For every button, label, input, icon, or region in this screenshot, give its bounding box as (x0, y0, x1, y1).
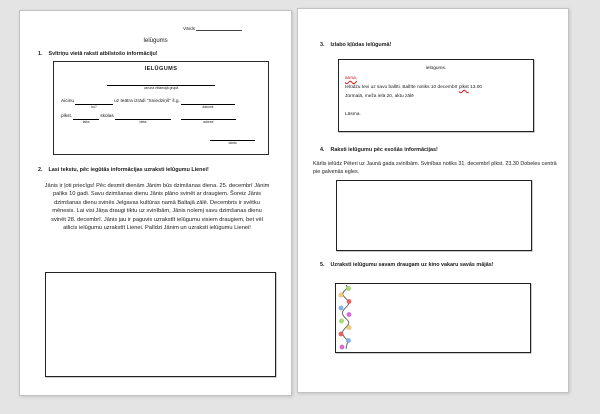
date-hint: datums (202, 105, 214, 109)
form-line-1 (61, 99, 236, 109)
signature-hint: vārds (228, 141, 237, 145)
task5-number: 5. (320, 262, 325, 268)
place-blank[interactable] (115, 114, 171, 124)
light-bulb (347, 325, 352, 330)
invitation-form-box[interactable] (53, 61, 269, 155)
task4-heading-text: Raksti ielūgumu pēc esošās informācijas! (330, 147, 438, 153)
light-bulb (339, 293, 344, 298)
task4-number: 4. (320, 147, 325, 153)
task5-heading-text: Uzraksti ielūgumu savam draugam uz kino vakaru savās mājās! (330, 262, 494, 268)
letter-body-1a: Ielūdzu tevi uz savu ballīti. Ballīte notiks 10 decembrī (345, 85, 459, 90)
page-1 (19, 10, 292, 396)
light-bulb (346, 286, 351, 291)
address-blank[interactable] (181, 114, 239, 124)
page-2 (297, 8, 569, 393)
task3-number: 3. (320, 42, 325, 48)
task5-heading (320, 262, 494, 268)
form-line-2 (61, 114, 238, 124)
task2-heading (38, 167, 209, 173)
date-blank[interactable] (181, 99, 235, 109)
name-label: Vārds (183, 26, 196, 31)
place-hint: vieta (139, 120, 147, 124)
light-bulb (339, 332, 344, 337)
signature-blank[interactable] (210, 135, 255, 145)
task2-answer-box[interactable] (45, 272, 276, 377)
light-bulb (346, 338, 351, 343)
task4-info-paragraph: Kārlis ielūdz Pēteri uz Jaunā gada svinībām. Svinības notiks 31. decembrī plkst. 23.30 Dobeles centrā pie galvenās egles. (313, 161, 557, 176)
task3-heading-text: Izlabo kļūdas ielūgumā! (330, 42, 392, 48)
addressee-hint: uzruna vēlamajā grupā (143, 86, 179, 90)
task1-heading-text: Svītriņu vietā raksti atbilstošo informāciju! (48, 51, 158, 57)
task2-number: 2. (38, 167, 43, 173)
task2-heading-text: Lasi tekstu, pēc iegūtās informācijas uzraksti ielūgumu Lienei! (48, 167, 209, 173)
letter-salutation-error: anna, (345, 76, 358, 81)
task3-letter-box[interactable] (338, 59, 534, 132)
light-bulb (339, 306, 344, 311)
whom-blank[interactable] (75, 99, 113, 109)
task2-story-paragraph: Jānis ir ļoti priecīgs! Pēc desmit dienām Jānim būs dzimšanas diena. 25. decembrī Jānim paliks 10 gadi. Savu dzimšanas dienu Jānis plāno svinēt ar draugiem. Šoreiz Jānis dzimšanas dienu svinēs Jelgavas kultūras namā Baltajā zālē. Decembris ir svētku mēnesis. Lai visi Jāņa draugi tiktu uz svinībām, Jānis nolemj savu dzimšanas dienu svinēt 28. decembrī. Jānis jau ir paguvis uzrakstīt ielūgumu visiem draugiem, bet vēl atlicis ielūgumu uzrakstīt Lienei. Palīdzi Jānim un uzraksti ielūgumu Lienei! (44, 183, 270, 232)
whom-hint: ko? (91, 105, 97, 109)
period: . (236, 114, 239, 119)
task1-number: 1. (38, 51, 43, 57)
invitation-form-title: IELŪGUMS (144, 66, 178, 72)
task5-answer-box[interactable] (335, 283, 531, 353)
christmas-lights-clipart (337, 285, 354, 350)
time-blank[interactable] (73, 114, 99, 124)
time-hint: laiks (82, 120, 90, 124)
letter-title: ielūgums. (425, 66, 447, 71)
light-bulb (347, 312, 352, 317)
light-bulb (339, 319, 344, 324)
task4-answer-box[interactable] (336, 180, 532, 251)
event-text: uz teātra izrādi “Sniedziņš” š.g. (114, 99, 180, 104)
name-blank-line[interactable] (196, 26, 242, 31)
letter-misspelled-word: plkst (458, 85, 469, 90)
task1-heading (38, 51, 158, 57)
letter-body-line2: Jūrmalā, meža ielā 20, aktu zālē (345, 94, 414, 99)
place-label: skolas (100, 114, 114, 119)
letter-body-line1 (345, 85, 482, 90)
light-bulb (347, 299, 352, 304)
task3-heading (320, 42, 391, 48)
letter-signature: Lāsma. (345, 112, 361, 117)
letter-body-1c: 13.00 (468, 85, 483, 90)
time-label: plkst. (61, 114, 73, 119)
light-bulb (340, 345, 345, 350)
addressee-blank[interactable] (54, 85, 268, 90)
invite-verb: Aicinu (61, 99, 75, 104)
document-title: Ielūgums (143, 38, 168, 44)
name-field (183, 26, 242, 31)
address-hint: adrese (203, 120, 214, 124)
task4-heading (320, 147, 438, 153)
